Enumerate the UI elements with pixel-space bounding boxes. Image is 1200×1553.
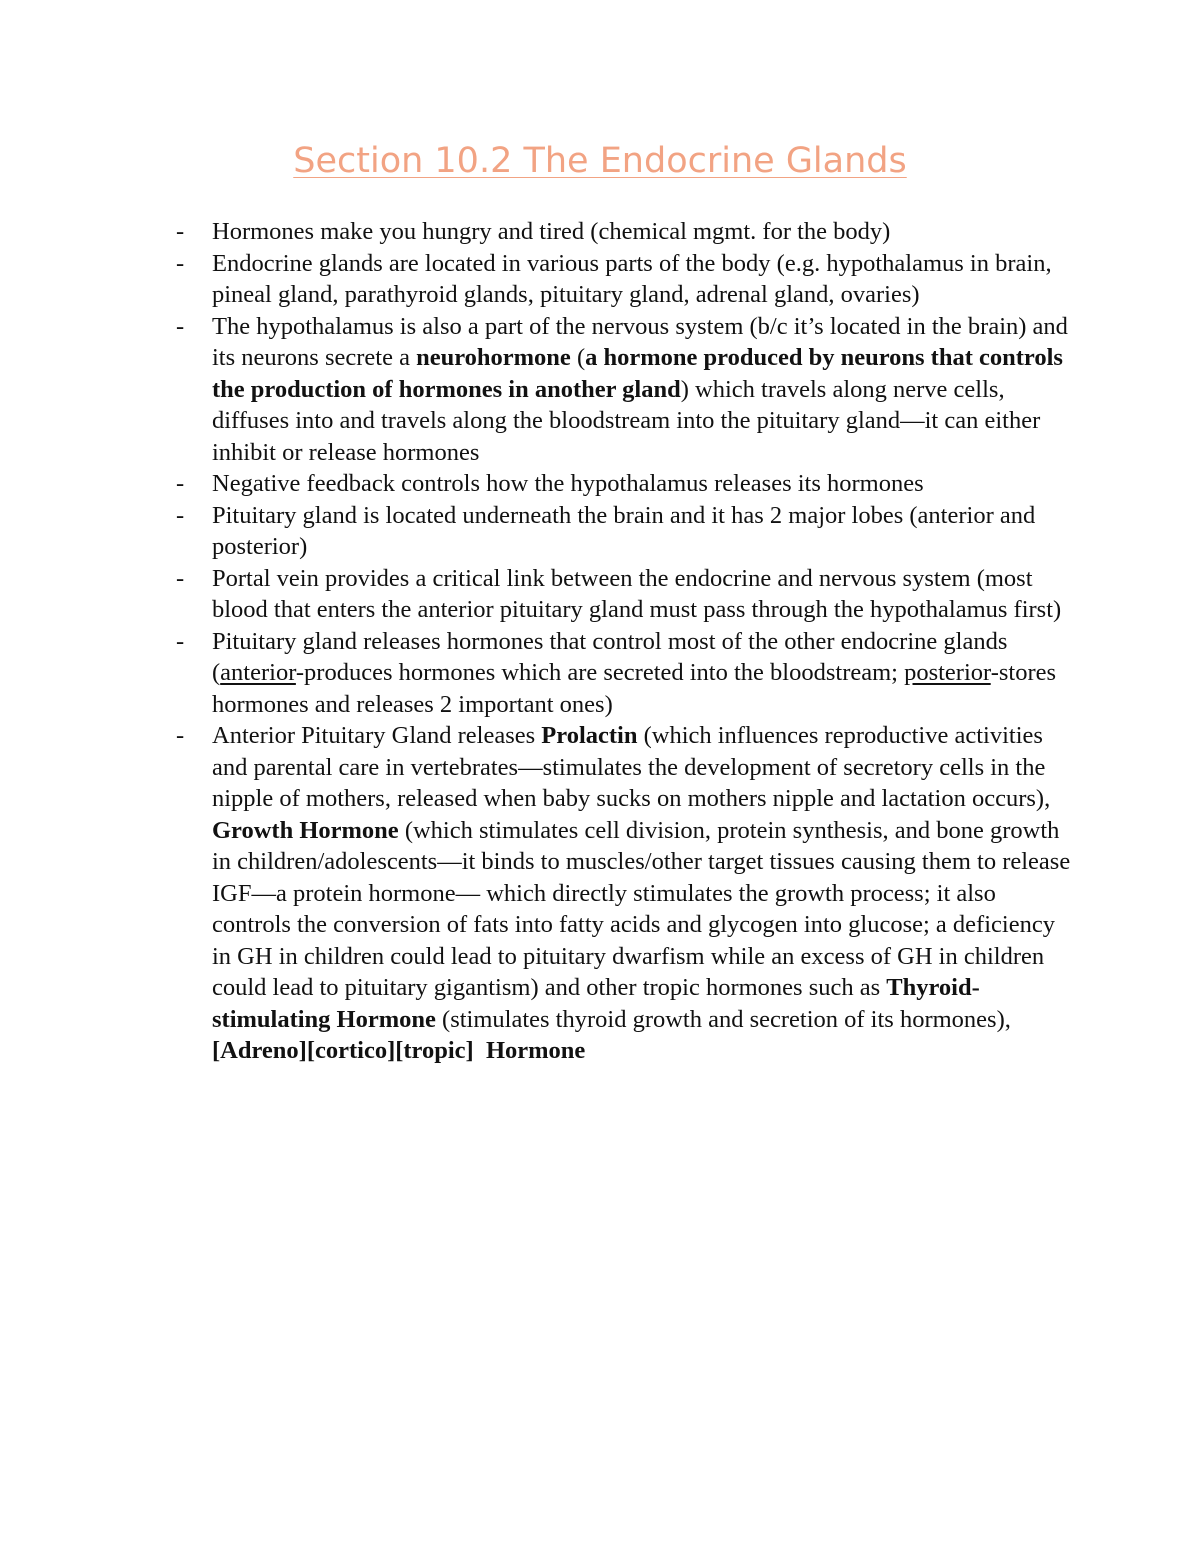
list-item (176, 500, 1076, 563)
bullet-dash: - (176, 249, 185, 277)
text-run: Pituitary gland releases hormones that control most of the other endocrine glands ( (212, 627, 1008, 686)
list-item (176, 626, 1076, 721)
bullet-list (176, 216, 1076, 1067)
bold-term-growth-hormone: Growth Hormone (212, 816, 399, 844)
bullet-dash: - (176, 722, 185, 749)
list-item (176, 468, 1076, 500)
list-item (176, 720, 1076, 1067)
bold-term-acth: [Adreno][cortico][tropic] Hormone (212, 1037, 586, 1064)
bullet-dash: - (176, 312, 185, 340)
text-run: The hypothalamus is also a part of the nervous system (b/c it’s located in the brain) and its neurons secrete a (212, 312, 1068, 371)
bold-definition: a hormone produced by neurons that controls the production of hormones in another gland (212, 344, 1063, 403)
text-run: -produces hormones which are secreted into the bloodstream; (295, 659, 905, 686)
list-item-text: Negative feedback controls how the hypothalamus releases its hormones (212, 470, 924, 497)
text-run: (stimulates thyroid growth and secretion of its hormones), (435, 1005, 1011, 1033)
text-run: Anterior Pituitary Gland releases (212, 722, 542, 749)
text-run: ) which travels along nerve cells, diffuses into and travels along the bloodstream into the pituitary gland—it can either inhibit or release hormones (212, 375, 1041, 466)
list-item-text (212, 720, 1076, 1067)
bullet-dash: - (176, 470, 185, 497)
bold-term-prolactin: Prolactin (541, 722, 638, 749)
list-item-text (212, 311, 1076, 469)
text-run: -stores hormones and releases 2 important ones) (212, 659, 1057, 718)
underlined-term-posterior: posterior (904, 659, 991, 686)
text-run: ( (570, 344, 586, 371)
list-item (176, 311, 1076, 469)
list-item-text: Portal vein provides a critical link between the endocrine and nervous system (most blood that enters the anterior pituitary gland must pass through the hypothalamus first) (212, 564, 1062, 623)
bullet-dash: - (176, 564, 185, 592)
list-item-text (212, 626, 1076, 721)
list-item (176, 248, 1076, 311)
page-title: Section 10.2 The Endocrine Glands (293, 141, 907, 181)
bold-term-tsh: Thyroid-stimulating Hormone (212, 974, 980, 1033)
text-run: (which influences reproductive activities and parental care in vertebrates—stimulates the development of secretory cells in the nipple of mothers, released when baby sucks on mothers nipple and lactation occurs), (212, 722, 1051, 812)
text-run: (which stimulates cell division, protein synthesis, and bone growth in children/adolescents—it binds to muscles/other target tissues causing them to release IGF—a protein hormone— which directly stimulates the growth process; it also controls the conversion of fats into fatty acids and glycogen into glucose; a deficiency in GH in children could lead to pituitary dwarfism while an excess of GH in children could lead to pituitary gigantism) and other tropic hormones such as (212, 816, 1071, 1001)
list-item (176, 563, 1076, 626)
underlined-term-anterior: anterior (220, 659, 296, 686)
bullet-dash: - (176, 501, 185, 529)
list-item-text: Hormones make you hungry and tired (chemical mgmt. for the body) (212, 218, 891, 245)
list-item (176, 216, 1076, 248)
bold-term-neurohormone: neurohormone (416, 344, 571, 371)
list-item-text: Pituitary gland is located underneath the brain and it has 2 major lobes (anterior and posterior) (212, 501, 1036, 560)
bullet-dash: - (176, 627, 185, 655)
list-item-text: Endocrine glands are located in various parts of the body (e.g. hypothalamus in brain, pineal gland, parathyroid glands, pituitary gland, adrenal gland, ovaries) (212, 249, 1052, 308)
bullet-dash: - (176, 218, 185, 245)
